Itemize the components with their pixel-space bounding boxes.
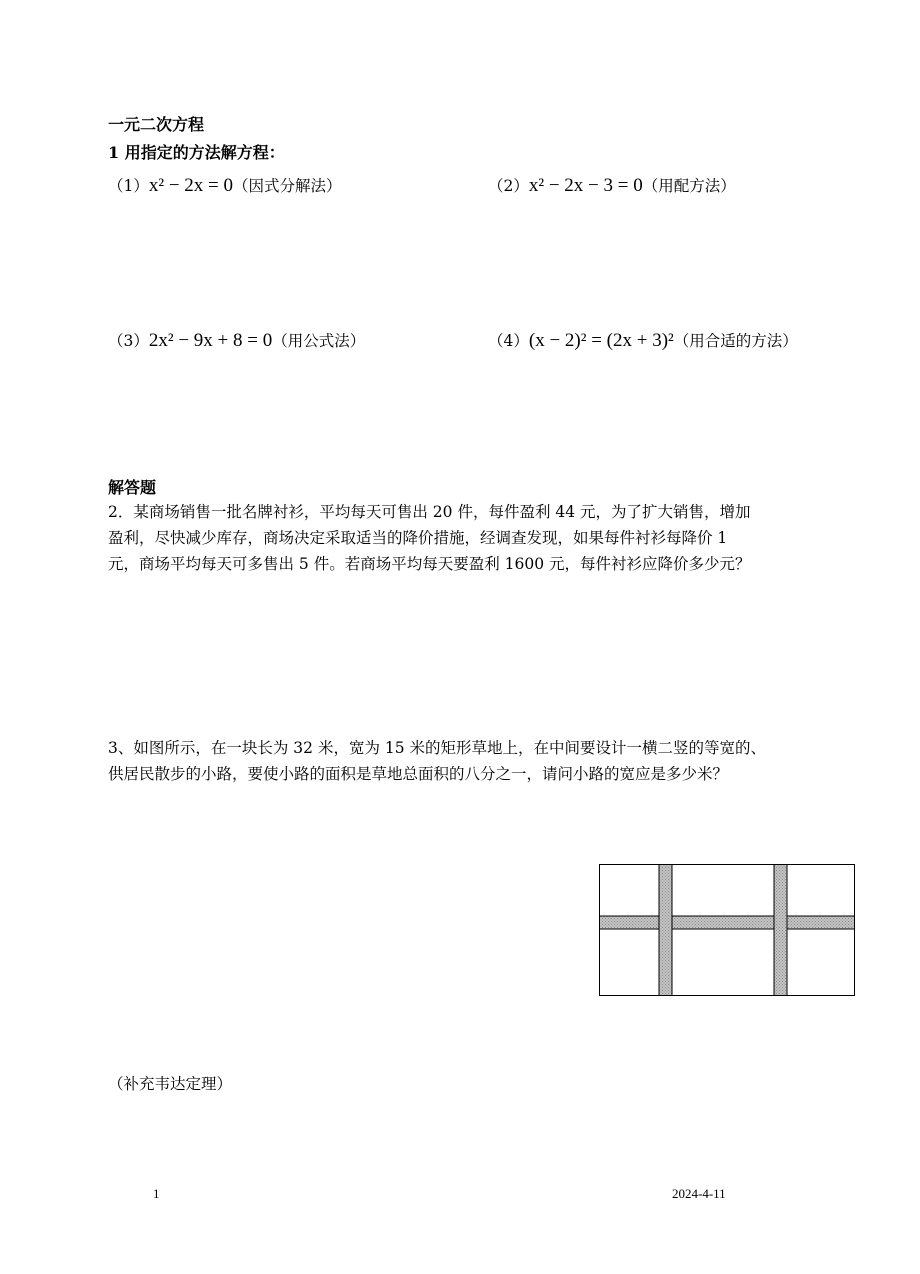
answer-section-title: 解答题 (108, 478, 157, 497)
q1-item-2 (488, 174, 736, 197)
page-number: 1 (153, 1186, 160, 1201)
q3-line-2: 供居民散步的小路，要使小路的面积是草地总面积的八分之一，请问小路的宽应是多少米？ (108, 765, 729, 783)
field-diagram (599, 864, 855, 996)
footer-date: 2024-4-11 (672, 1186, 726, 1201)
q1-item-2-equation: x² − 2x − 3 = 0 (528, 175, 643, 196)
q3-line-1: 3、如图所示，在一块长为 32 米，宽为 15 米的矩形草地上，在中间要设计一横二竖的等宽的、 (108, 739, 767, 757)
q1-item-4-method: （用合适的方法） (673, 332, 798, 350)
q1-item-1 (108, 174, 342, 197)
q1-item-2-method: （用配方法） (642, 177, 736, 195)
horizontal-path (600, 916, 855, 929)
q1-item-3-method: （用公式法） (272, 332, 366, 350)
q1-item-3-equation: 2x² − 9x + 8 = 0 (148, 330, 273, 351)
q1-item-4 (488, 329, 798, 352)
q2-line-2: 盈利，尽快减少库存，商场决定采取适当的降价措施，经调查发现，如果每件衬衫每降价 1 (108, 529, 728, 547)
q1-item-4-number: （4） (488, 332, 529, 350)
question-1-heading: 1 用指定的方法解方程： (108, 143, 285, 162)
supplement-note: （补充韦达定理） (108, 1075, 233, 1093)
q1-item-3 (108, 329, 365, 352)
q1-item-1-equation: x² − 2x = 0 (148, 175, 234, 196)
q1-item-3-number: （3） (108, 332, 149, 350)
q1-item-4-equation: (x − 2)² = (2x + 3)² (528, 330, 674, 351)
vertical-path-right (774, 865, 787, 996)
section-title: 一元二次方程 (108, 115, 205, 134)
q2-line-3: 元，商场平均每天可多售出 5 件。若商场平均每天要盈利 1600 元，每件衬衫应降价多少元？ (108, 555, 751, 573)
q1-item-1-method: （因式分解法） (233, 177, 342, 195)
q1-item-1-number: （1） (108, 177, 149, 195)
q2-line-1: 2．某商场销售一批名牌衬衫，平均每天可售出 20 件，每件盈利 44 元，为了扩大销售，增加 (108, 503, 751, 521)
q1-item-2-number: （2） (488, 177, 529, 195)
field-outline (600, 865, 855, 996)
vertical-path-left (659, 865, 672, 996)
